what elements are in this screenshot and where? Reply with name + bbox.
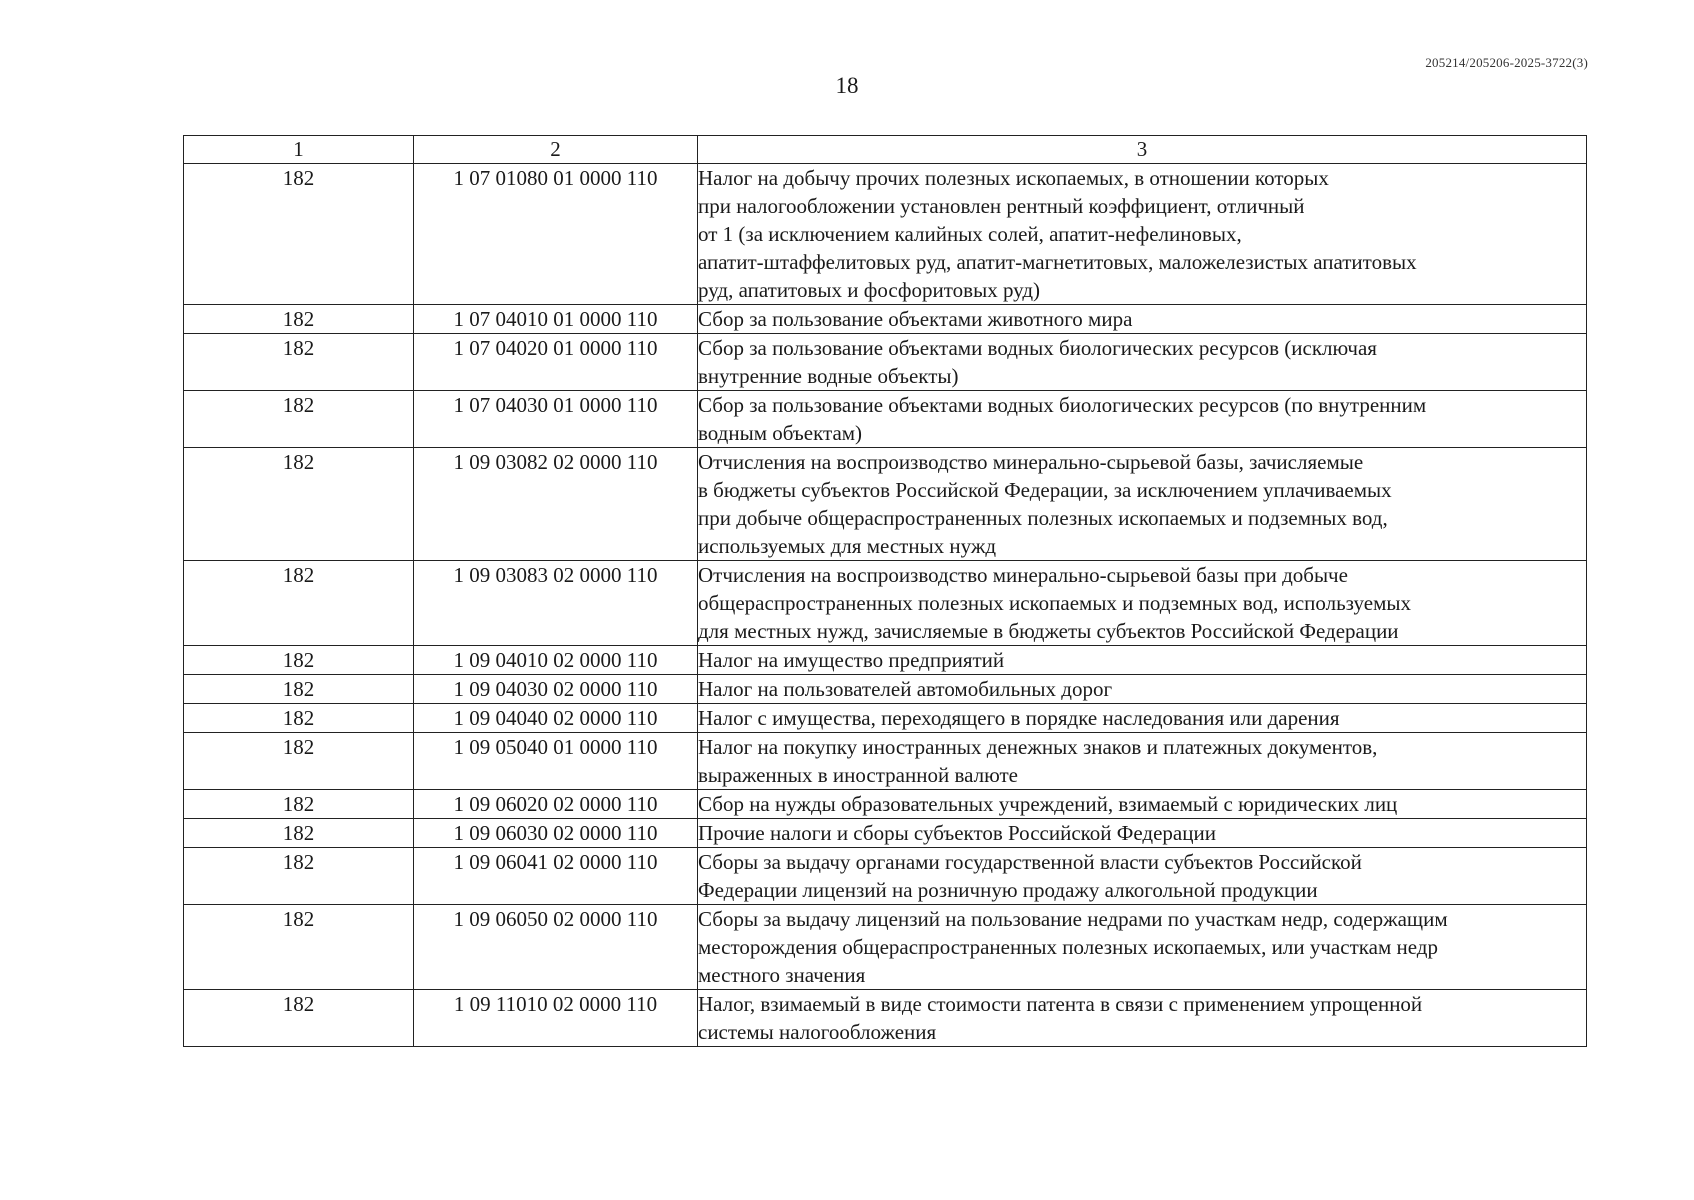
admin-code-cell: 182 bbox=[184, 164, 414, 305]
admin-code-cell: 182 bbox=[184, 819, 414, 848]
table-row bbox=[184, 819, 1587, 848]
revenue-name-cell: Налог на пользователей автомобильных дорог bbox=[698, 675, 1587, 704]
revenue-name-cell: Сбор за пользование объектами водных биологических ресурсов (исключая внутренние водные объекты) bbox=[698, 334, 1587, 391]
admin-code-cell: 182 bbox=[184, 905, 414, 990]
admin-code-cell: 182 bbox=[184, 391, 414, 448]
budget-classification-code-cell: 1 09 06041 02 0000 110 bbox=[414, 848, 698, 905]
table-row bbox=[184, 905, 1587, 990]
revenue-name-cell: Налог, взимаемый в виде стоимости патента в связи с применением упрощенной системы налогообложения bbox=[698, 990, 1587, 1047]
table-row bbox=[184, 733, 1587, 790]
table-row bbox=[184, 164, 1587, 305]
revenue-name-cell: Отчисления на воспроизводство минерально-сырьевой базы при добыче общераспространенных полезных ископаемых и подземных вод, используемых для местных нужд, зачисляемые в бюджеты субъектов Российской Федерации bbox=[698, 561, 1587, 646]
revenue-name-cell: Сбор за пользование объектами водных биологических ресурсов (по внутренним водным объектам) bbox=[698, 391, 1587, 448]
table-row bbox=[184, 305, 1587, 334]
budget-classification-code-cell: 1 09 04010 02 0000 110 bbox=[414, 646, 698, 675]
table-row bbox=[184, 990, 1587, 1047]
budget-classification-code-cell: 1 09 04040 02 0000 110 bbox=[414, 704, 698, 733]
admin-code-cell: 182 bbox=[184, 305, 414, 334]
column-header-2: 2 bbox=[414, 136, 698, 164]
revenue-name-cell: Сборы за выдачу органами государственной власти субъектов Российской Федерации лицензий на розничную продажу алкогольной продукции bbox=[698, 848, 1587, 905]
revenue-name-cell: Прочие налоги и сборы субъектов Российской Федерации bbox=[698, 819, 1587, 848]
budget-classification-code-cell: 1 07 04010 01 0000 110 bbox=[414, 305, 698, 334]
admin-code-cell: 182 bbox=[184, 790, 414, 819]
table-row bbox=[184, 704, 1587, 733]
revenue-name-cell: Налог с имущества, переходящего в порядке наследования или дарения bbox=[698, 704, 1587, 733]
admin-code-cell: 182 bbox=[184, 675, 414, 704]
revenue-name-cell: Сбор за пользование объектами животного мира bbox=[698, 305, 1587, 334]
table-header-row bbox=[184, 136, 1587, 164]
budget-classification-code-cell: 1 09 06030 02 0000 110 bbox=[414, 819, 698, 848]
admin-code-cell: 182 bbox=[184, 990, 414, 1047]
admin-code-cell: 182 bbox=[184, 448, 414, 561]
table-row bbox=[184, 391, 1587, 448]
revenue-codes-table bbox=[183, 135, 1587, 1047]
budget-classification-code-cell: 1 09 04030 02 0000 110 bbox=[414, 675, 698, 704]
table-row bbox=[184, 448, 1587, 561]
budget-classification-code-cell: 1 07 04020 01 0000 110 bbox=[414, 334, 698, 391]
column-header-3: 3 bbox=[698, 136, 1587, 164]
budget-classification-code-cell: 1 09 11010 02 0000 110 bbox=[414, 990, 698, 1047]
revenue-name-cell: Сборы за выдачу лицензий на пользование недрами по участкам недр, содержащим месторождения общераспространенных полезных ископаемых, или участкам недр местного значения bbox=[698, 905, 1587, 990]
budget-classification-code-cell: 1 09 06050 02 0000 110 bbox=[414, 905, 698, 990]
admin-code-cell: 182 bbox=[184, 561, 414, 646]
budget-classification-code-cell: 1 07 01080 01 0000 110 bbox=[414, 164, 698, 305]
revenue-name-cell: Сбор на нужды образовательных учреждений, взимаемый с юридических лиц bbox=[698, 790, 1587, 819]
revenue-name-cell: Отчисления на воспроизводство минерально-сырьевой базы, зачисляемые в бюджеты субъектов Российской Федерации, за исключением уплачиваемых при добыче общераспространенных полезных ископаемых и подземных вод, используемых для местных нужд bbox=[698, 448, 1587, 561]
table-row bbox=[184, 561, 1587, 646]
table-body bbox=[184, 164, 1587, 1047]
page-number: 18 bbox=[835, 73, 859, 98]
budget-classification-code-cell: 1 09 03082 02 0000 110 bbox=[414, 448, 698, 561]
table-row bbox=[184, 790, 1587, 819]
document-id: 205214/205206-2025-3722(3) bbox=[1425, 55, 1588, 70]
admin-code-cell: 182 bbox=[184, 646, 414, 675]
column-header-1: 1 bbox=[184, 136, 414, 164]
admin-code-cell: 182 bbox=[184, 848, 414, 905]
revenue-name-cell: Налог на добычу прочих полезных ископаемых, в отношении которых при налогообложении установлен рентный коэффициент, отличный от 1 (за исключением калийных солей, апатит-нефелиновых, апатит-штаффелитовых руд, апатит-магнетитовых, маложелезистых апатитовых руд, апатитовых и фосфоритовых руд) bbox=[698, 164, 1587, 305]
table-row bbox=[184, 334, 1587, 391]
budget-classification-code-cell: 1 07 04030 01 0000 110 bbox=[414, 391, 698, 448]
budget-classification-code-cell: 1 09 06020 02 0000 110 bbox=[414, 790, 698, 819]
admin-code-cell: 182 bbox=[184, 704, 414, 733]
table-row bbox=[184, 646, 1587, 675]
table-row bbox=[184, 848, 1587, 905]
table-row bbox=[184, 675, 1587, 704]
budget-classification-code-cell: 1 09 03083 02 0000 110 bbox=[414, 561, 698, 646]
admin-code-cell: 182 bbox=[184, 334, 414, 391]
revenue-name-cell: Налог на имущество предприятий bbox=[698, 646, 1587, 675]
revenue-name-cell: Налог на покупку иностранных денежных знаков и платежных документов, выраженных в иностранной валюте bbox=[698, 733, 1587, 790]
admin-code-cell: 182 bbox=[184, 733, 414, 790]
budget-classification-code-cell: 1 09 05040 01 0000 110 bbox=[414, 733, 698, 790]
